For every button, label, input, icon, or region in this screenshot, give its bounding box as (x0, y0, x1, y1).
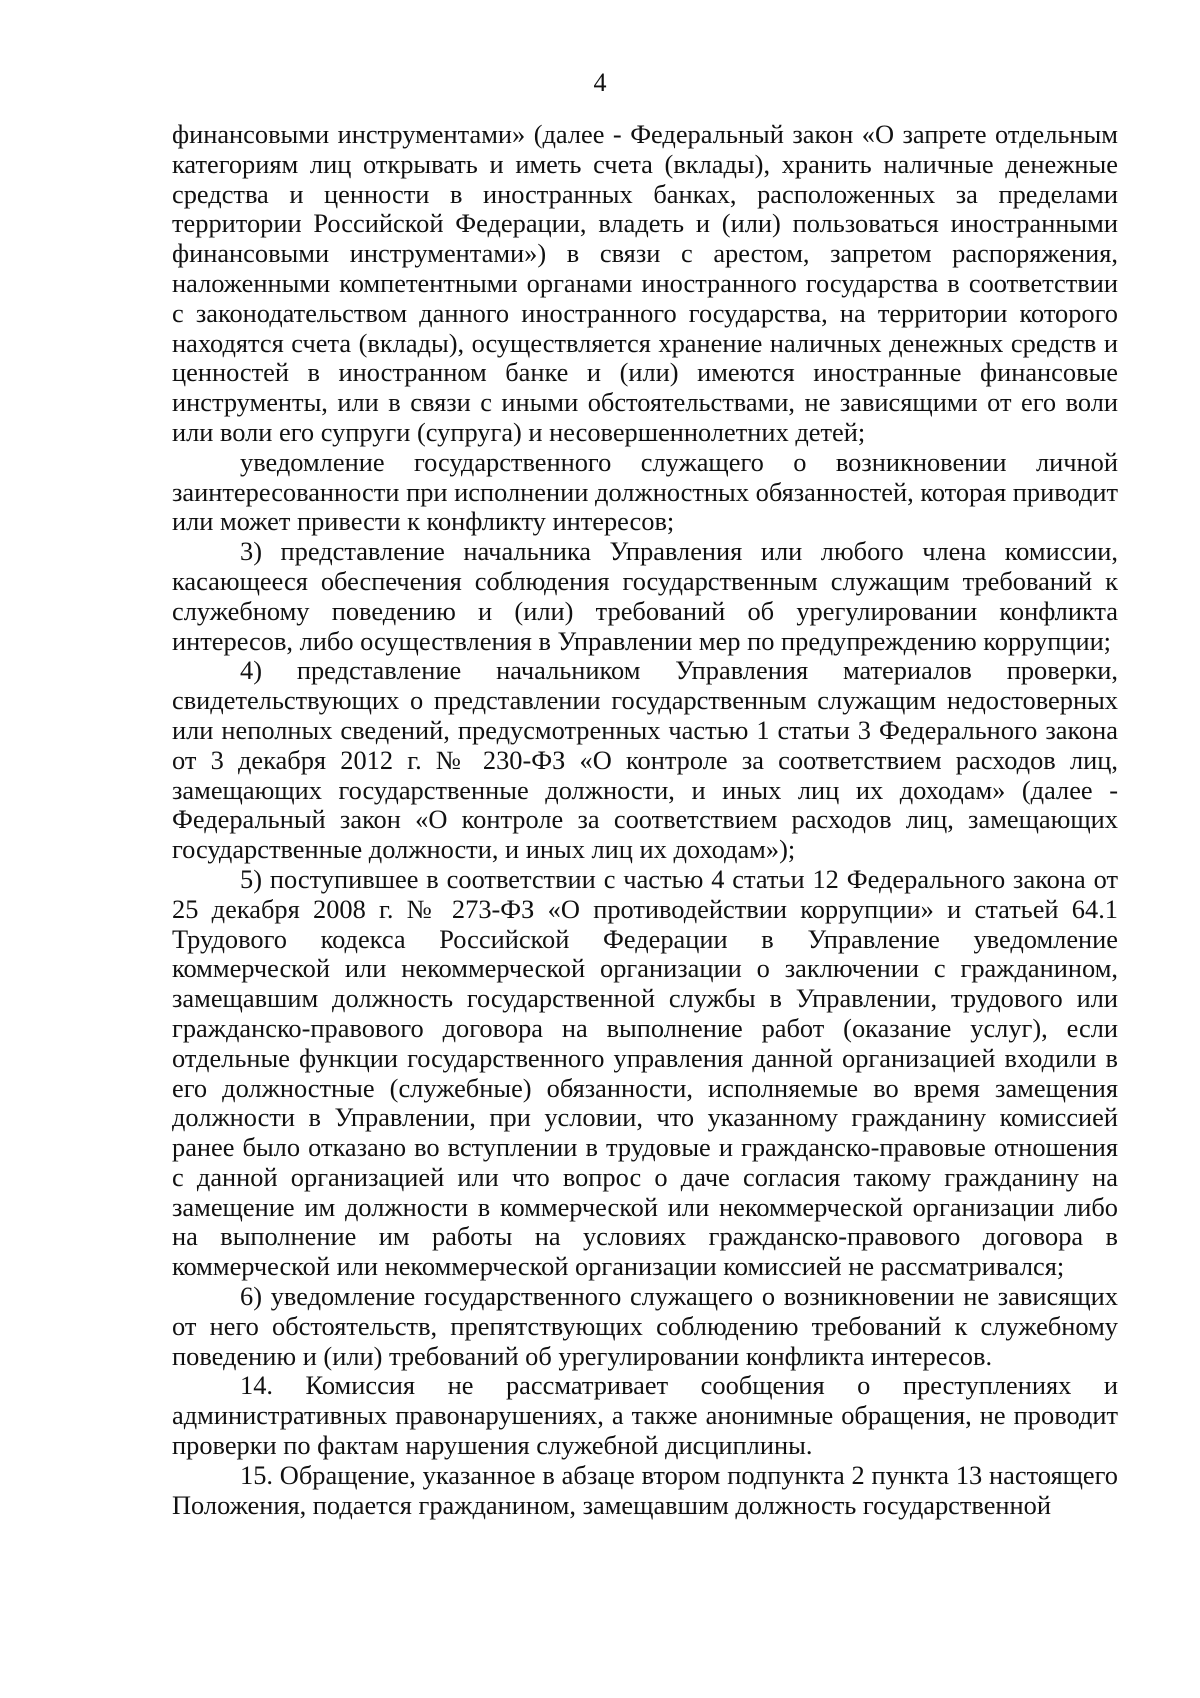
paragraph-conflict-notice: уведомление государственного служащего о возникновении личной заинтересованности при исполнении должностных обязанностей, которая приводит или может привести к конфликту интересов; (172, 446, 1118, 537)
paragraph-item-4: 4) представление начальником Управления материалов проверки, свидетельствующих о представлении государственным служащим недостоверных или неполных сведений, предусмотренных частью 1 статьи 3 Федерального закона от 3 декабря 2012 г. № 230-ФЗ «О контроле за соответствием расходов лиц, замещающих государственные должности, и иных лиц их доходам» (далее - Федеральный закон «О контроле за соответствием расходов лиц, замещающих государственные должности, и иных лиц их доходам»); (172, 655, 1118, 865)
document-body (172, 120, 1118, 1520)
paragraph-item-6: 6) уведомление государственного служащего о возникновении не зависящих от него обстоятельств, препятствующих соблюдению требований к служебному поведению и (или) требований об урегулировании конфликта интересов. (172, 1281, 1118, 1371)
paragraph-point-15: 15. Обращение, указанное в абзаце втором подпункта 2 пункта 13 настоящего Положения, подается гражданином, замещавшим должность государственной (172, 1459, 1118, 1520)
page-number: 4 (593, 68, 607, 97)
paragraph-item-3: 3) представление начальника Управления или любого члена комиссии, касающееся обеспечения соблюдения государственным служащим требований к служебному поведению и (или) требований об урегулировании конфликта интересов, либо осуществления в Управлении мер по предупреждению коррупции; (172, 536, 1118, 656)
paragraph-item-5: 5) поступившее в соответствии с частью 4 статьи 12 Федерального закона от 25 декабря 2008 г. № 273-ФЗ «О противодействии коррупции» и статьей 64.1 Трудового кодекса Российской Федерации в Управление уведомление коммерческой или некоммерческой организации о заключении с гражданином, замещавшим должность государственной службы в Управлении, трудового или гражданско-правового договора на выполнение работ (оказание услуг), если отдельные функции государственного управления данной организацией входили в его должностные (служебные) обязанности, исполняемые во время замещения должности в Управлении, при условии, что указанному гражданину комиссией ранее было отказано во вступлении в трудовые и гражданско-правовые отношения с данной организацией или что вопрос о даче согласия такому гражданину на замещение им должности в коммерческой или некоммерческой организации либо на выполнение им работы на условиях гражданско-правового договора в коммерческой или некоммерческой организации комиссией не рассматривался; (172, 863, 1118, 1282)
paragraph-continuation: финансовыми инструментами» (далее - Федеральный закон «О запрете отдельным категориям лиц открывать и иметь счета (вклады), хранить наличные денежные средства и ценности в иностранных банках, расположенных за пределами территории Российской Федерации, владеть и (или) пользоваться иностранными финансовыми инструментами») в связи с арестом, запретом распоряжения, наложенными компетентными органами иностранного государства в соответствии с законодательством данного иностранного государства, на территории которого находятся счета (вклады), осуществляется хранение наличных денежных средств и ценностей в иностранном банке и (или) имеются иностранные финансовые инструменты, или в связи с иными обстоятельствами, не зависящими от его воли или воли его супруги (супруга) и несовершеннолетних детей; (172, 119, 1118, 447)
paragraph-point-14: 14. Комиссия не рассматривает сообщения о преступлениях и административных правонарушениях, а также анонимные обращения, не проводит проверки по фактам нарушения служебной дисциплины. (172, 1370, 1118, 1461)
